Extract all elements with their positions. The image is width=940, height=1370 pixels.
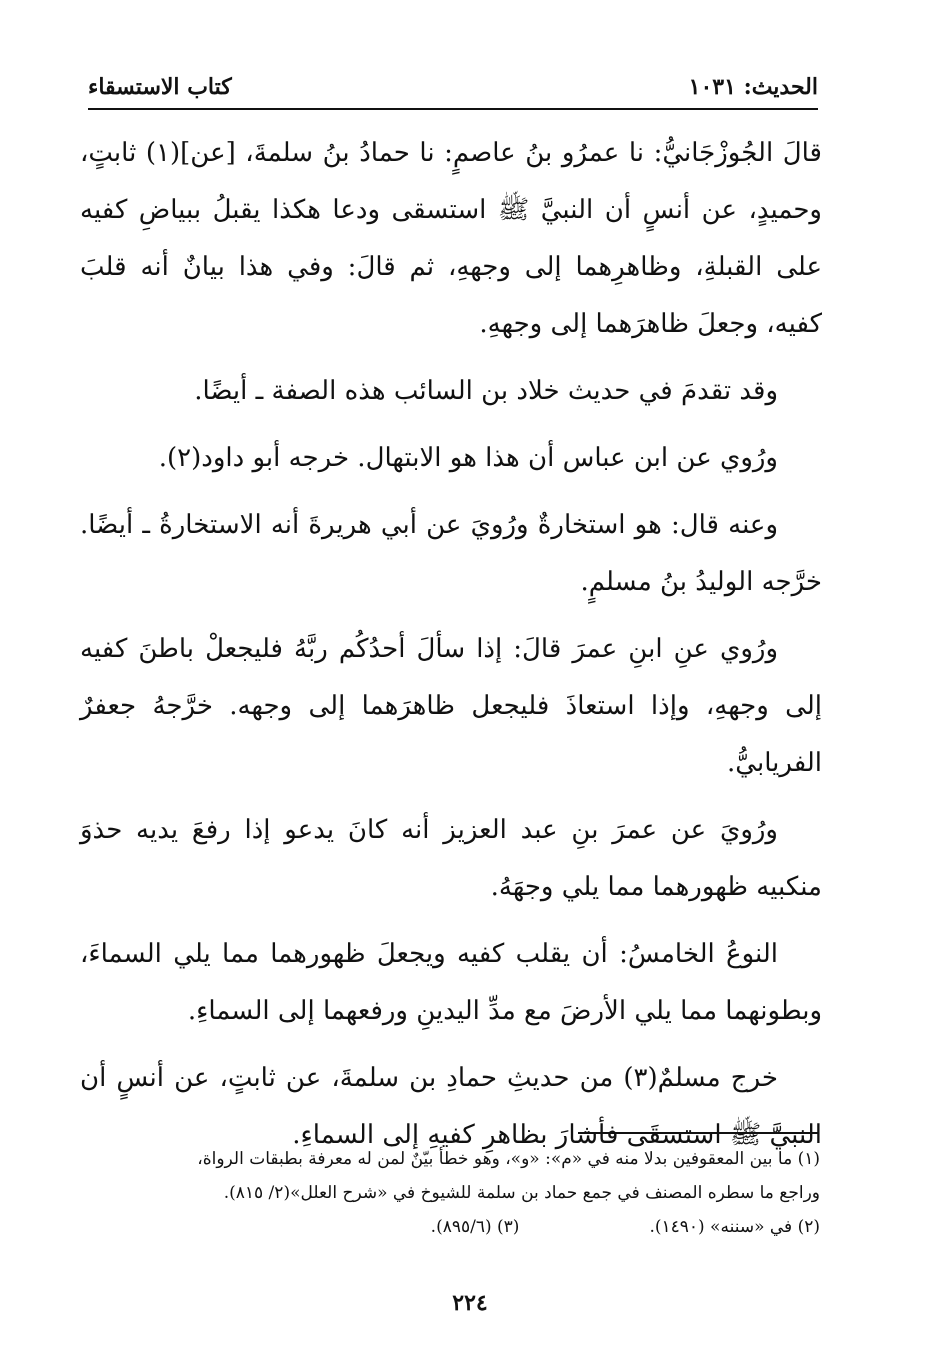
footnote-2: (٢) في «سننه» (١٤٩٠). [649,1217,820,1237]
footnote-divider [578,1132,818,1134]
footnote-1-line-2: وراجع ما سطره المصنف في جمع حماد بن سلمة للشيوخ في «شرح العلل»(٢/ ٨١٥). [223,1183,820,1203]
hadith-number-label: الحديث: ١٠٣١ [688,74,818,100]
book-title: كتاب الاستسقاء [88,74,232,100]
footnotes-2-3-row [84,1210,820,1244]
paragraph-1: قالَ الجُوزْجَانيُّ: نا عمرُو بنُ عاصمٍ: نا حمادُ بنُ سلمةَ، [عن](١) ثابتٍ، وحميدٍ، عن أنسٍ أن النبيَّ ﷺ استسقى ودعا هكذا يقبلُ ببياضِ كفيه على القبلةِ، وظاهرِهما إلى وجههِ، ثم قالَ: وفي هذا بيانٌ أنه قلبَ كفيه، وجعلَ ظاهرَهما إلى وجههِ. [80,138,822,339]
paragraph-5: ورُوي عنِ ابنِ عمرَ قالَ: إذا سألَ أحدُكُم ربَّهُ فليجعلْ باطنَ كفيه إلى وجههِ، وإذا استعاذَ فليجعل ظاهرَهما إلى وجهه. خرَّجهُ جعفرٌ الفريابيُّ. [80,634,822,778]
paragraph-6: ورُويَ عن عمرَ بنِ عبد العزيز أنه كانَ يدعو إذا رفعَ يديه حذوَ منكبيه ظهورهما مما يلي وجهَهُ. [80,815,822,902]
page-number: ٢٢٤ [452,1290,488,1316]
main-text [80,125,822,1174]
paragraph-8: خرج مسلمٌ(٣) من حديثِ حمادِ بن سلمةَ، عن ثابتٍ، عن أنسٍ أن النبيَّ ﷺ استسقَى فأشارَ بظاهرِ كفيهِ إلى السماءِ. [80,1063,822,1150]
running-header [88,72,818,110]
paragraph-3: ورُوي عن ابن عباس أن هذا هو الابتهال. خرجه أبو داود(٢). [158,443,778,473]
paragraph-7: النوعُ الخامسُ: أن يقلب كفيه ويجعلَ ظهورهما مما يلي السماءَ، وبطونهما مما يلي الأرضَ مع مدِّ اليدينِ ورفعهما إلى السماءِ. [80,939,822,1026]
footnote-1-line-1: (١) ما بين المعقوفين بدلا منه في «م»: «و»، وهو خطأ بيّنٌ لمن له معرفة بطبقات الرواة، [197,1149,820,1169]
paragraph-2: وقد تقدمَ في حديث خلاد بن السائب هذه الصفة ـ أيضًا. [194,376,778,406]
footnote-3: (٣) (٨٩٥/٦). [430,1217,520,1237]
footnotes [84,1142,820,1244]
paragraph-4: وعنه قال: هو استخارةٌ ورُويَ عن أبي هريرةَ أنه الاستخارةُ ـ أيضًا. خرَّجه الوليدُ بنُ مسلمٍ. [80,510,822,597]
